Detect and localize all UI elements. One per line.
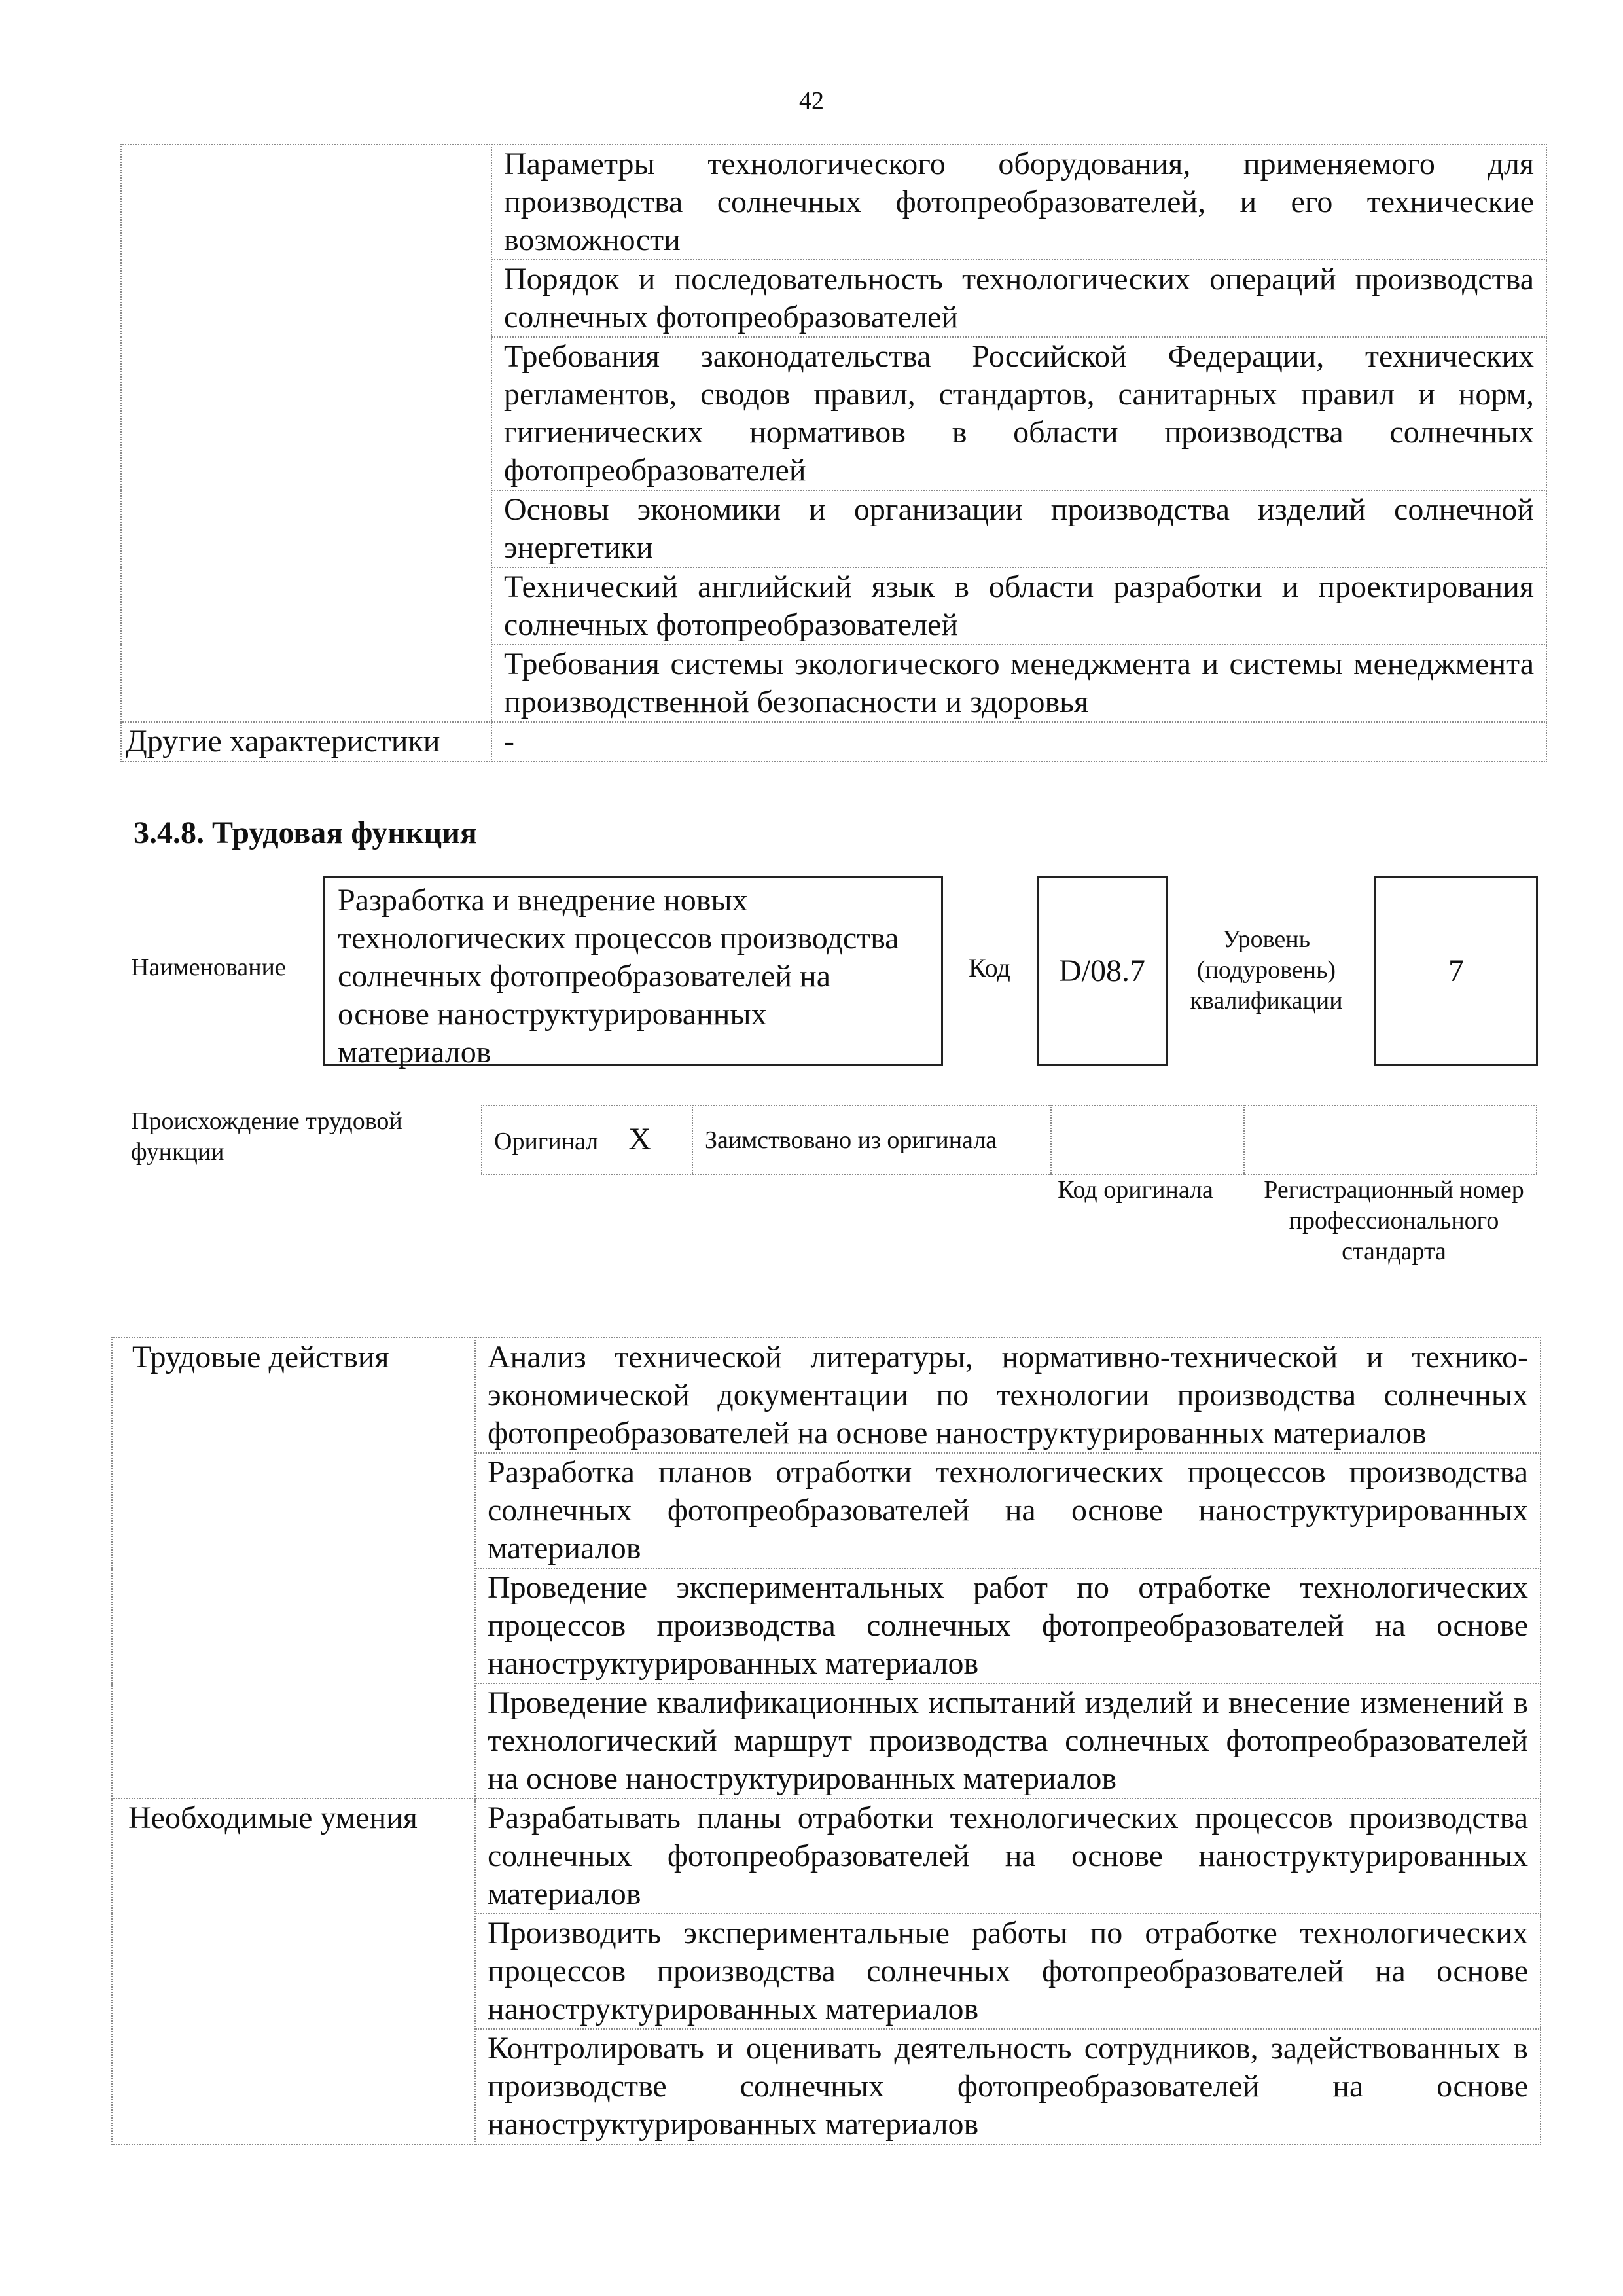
- knowledge-item: Требования системы экологического менеджмента и системы менеджмента производственной безопасности и здоровья: [491, 645, 1546, 722]
- actions-label: Трудовые действия: [112, 1338, 475, 1799]
- level-label: Уровень (подуровень) квалификации: [1190, 925, 1343, 1014]
- knowledge-item: Параметры технологического оборудования, применяемого для производства солнечных фотопреобразователей, и его технические возможности: [491, 145, 1546, 260]
- original-label: Оригинал: [494, 1127, 599, 1155]
- action-item: Разработка планов отработки технологических процессов производства солнечных фотопреобразователей на основе наноструктурированных материалов: [475, 1453, 1541, 1568]
- action-item: Анализ технической литературы, нормативно-технической и технико-экономической документации по технологии производства солнечных фотопреобразователей на основе наноструктурированных материалов: [475, 1338, 1541, 1453]
- code-label: Код: [969, 953, 1010, 982]
- knowledge-item: Порядок и последовательность технологических операций производства солнечных фотопреобразователей: [491, 260, 1546, 337]
- skills-label: Необходимые умения: [112, 1799, 475, 2144]
- knowledge-label-cell: [121, 145, 491, 722]
- knowledge-item: Основы экономики и организации производства изделий солнечной энергетики: [491, 490, 1546, 567]
- registration-number-caption: Регистрационный номер профессионального стандарта: [1264, 1176, 1524, 1265]
- action-item: Проведение квалификационных испытаний изделий и внесение изменений в технологический маршрут производства солнечных фотопреобразователей на основе наноструктурированных материалов: [475, 1683, 1541, 1799]
- original-code-caption: Код оригинала: [1058, 1176, 1213, 1204]
- original-code-cell: [1051, 1105, 1244, 1175]
- skill-item: Контролировать и оценивать деятельность сотрудников, задействованных в производстве солнечных фотопреобразователей на основе наноструктурированных материалов: [475, 2029, 1541, 2144]
- origin-original-cell: [482, 1105, 692, 1175]
- skill-item: Производить экспериментальные работы по отработке технологических процессов производства солнечных фотопреобразователей на основе наноструктурированных материалов: [475, 1914, 1541, 2029]
- page-number: 42: [799, 87, 824, 115]
- other-characteristics-value: -: [491, 722, 1546, 761]
- knowledge-item: Технический английский язык в области разработки и проектирования солнечных фотопреобразователей: [491, 567, 1546, 645]
- actions-skills-table: [111, 1337, 1541, 2145]
- function-name-box: Разработка и внедрение новых технологических процессов производства солнечных фотопреобразователей на основе наноструктурированных материалов: [323, 876, 943, 1066]
- section-heading: 3.4.8. Трудовая функция: [134, 816, 477, 850]
- knowledge-table: [120, 144, 1547, 762]
- other-characteristics-label: Другие характеристики: [121, 722, 491, 761]
- original-mark: X: [628, 1121, 651, 1157]
- origin-table: [481, 1105, 1537, 1175]
- origin-label: Происхождение трудовой функции: [131, 1107, 402, 1166]
- borrowed-label: Заимствовано из оригинала: [692, 1105, 1051, 1175]
- action-item: Проведение экспериментальных работ по отработке технологических процессов производства солнечных фотопреобразователей на основе наноструктурированных материалов: [475, 1568, 1541, 1683]
- function-code-box: D/08.7: [1037, 876, 1168, 1066]
- skill-item: Разрабатывать планы отработки технологических процессов производства солнечных фотопреобразователей на основе наноструктурированных материалов: [475, 1799, 1541, 1914]
- function-level-box: 7: [1374, 876, 1538, 1066]
- registration-number-cell: [1244, 1105, 1537, 1175]
- name-label: Наименование: [131, 954, 286, 981]
- knowledge-item: Требования законодательства Российской Федерации, технических регламентов, сводов правил, стандартов, санитарных правил и норм, гигиенических нормативов в области производства солнечных фотопреобразователей: [491, 337, 1546, 490]
